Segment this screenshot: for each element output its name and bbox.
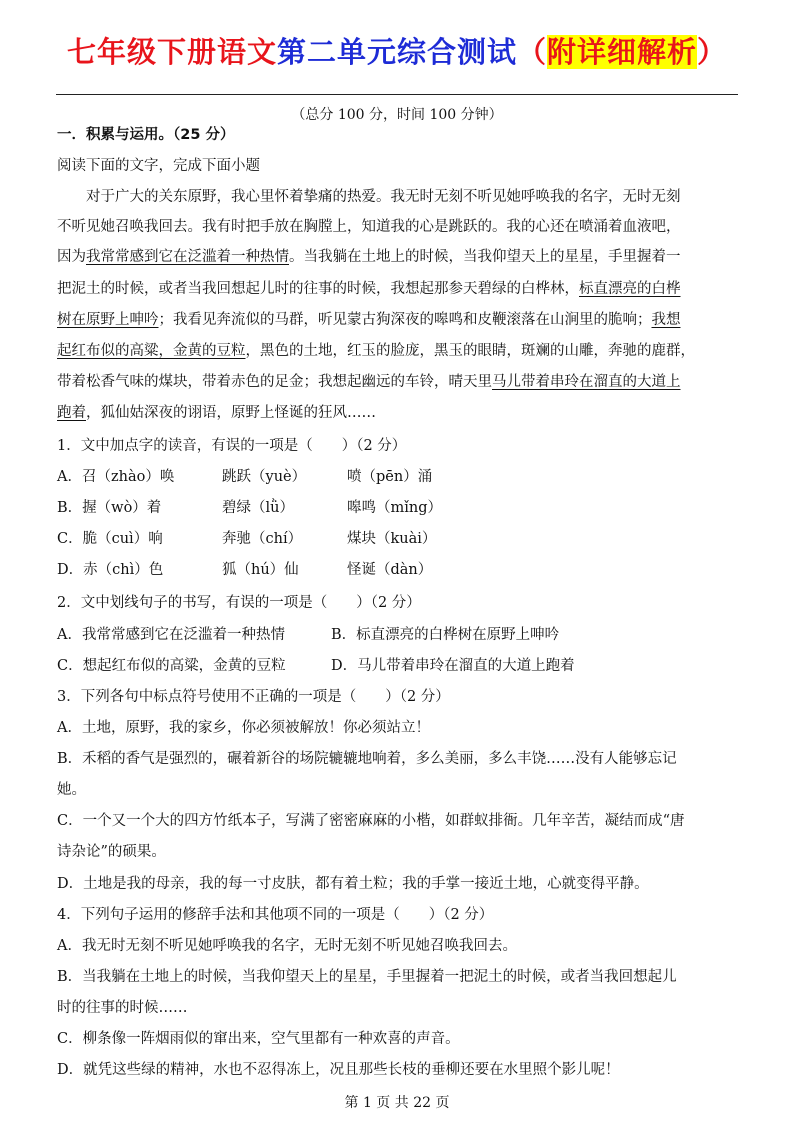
underlined-sentence-a: 我常常感到它在泛滥着一种热情 bbox=[86, 249, 289, 265]
passage-line-5 bbox=[57, 308, 681, 329]
title-divider bbox=[56, 94, 738, 95]
question-3-option-c: C．一个又一个大的四方竹纸本子，写满了密密麻麻的小楷，如群蚁排衙。几年辛苦，凝结而成“唐 bbox=[57, 813, 685, 829]
option-part: 狐（hú）仙 bbox=[222, 562, 299, 578]
title-open-paren: （ bbox=[516, 35, 547, 69]
question-3-option-d: D．土地是我的母亲，我的每一寸皮肤，都有着土粒；我的手掌一接近土地，心就变得平静。 bbox=[57, 876, 649, 892]
option-part: 喷（pēn）涌 bbox=[347, 469, 433, 485]
passage-text: 因为 bbox=[57, 249, 86, 265]
option-part: B．握（wò）着 bbox=[57, 500, 162, 516]
underlined-sentence-d: 马儿带着串玲在溜直的大道上 bbox=[492, 374, 681, 390]
underlined-sentence-d-cont: 跑着 bbox=[57, 405, 86, 421]
passage-text: 带着松香气味的煤块，带着赤色的足金；我想起幽远的车铃，晴天里 bbox=[57, 374, 492, 390]
question-1-option-a bbox=[57, 465, 432, 486]
option-part: B．标直漂亮的白桦树在原野上呻吟 bbox=[331, 627, 560, 643]
question-2-options-cd bbox=[57, 654, 575, 675]
question-1-stem: 1．文中加点字的读音，有误的一项是（ ）（2 分） bbox=[57, 438, 407, 454]
question-3-option-a: A．土地，原野，我的家乡，你必须被解放！你必须站立！ bbox=[57, 720, 430, 736]
question-2-options-ab bbox=[57, 623, 559, 644]
passage-line-7 bbox=[57, 370, 681, 391]
title-highlight: 附详细解析 bbox=[547, 35, 698, 69]
title-grade: 七年级下册语文 bbox=[66, 35, 277, 69]
option-part: C．想起红布似的高粱，金黄的豆粒 bbox=[57, 658, 286, 674]
underlined-sentence-b: 标直漂亮的白桦 bbox=[579, 281, 681, 297]
underlined-sentence-b-cont: 树在原野上呻吟 bbox=[57, 312, 159, 328]
question-4-option-c: C．柳条像一阵烟雨似的窜出来，空气里都有一种欢喜的声音。 bbox=[57, 1031, 460, 1047]
passage-line-1: 对于广大的关东原野，我心里怀着挚痛的热爱。我无时无刻不听见她呼唤我的名字，无时无刻 bbox=[57, 189, 681, 205]
section-heading: 一．积累与运用。（25 分） bbox=[57, 127, 235, 143]
title-close-paren: ） bbox=[697, 35, 728, 69]
passage-line-4 bbox=[57, 277, 681, 298]
subtitle: （总分 100 分，时间 100 分钟） bbox=[291, 107, 503, 123]
passage-line-6 bbox=[57, 339, 695, 360]
option-part: 跳跃（yuè） bbox=[222, 469, 307, 485]
passage-line-8 bbox=[57, 401, 376, 422]
question-1-option-d bbox=[57, 558, 432, 579]
passage-text: 。当我躺在土地上的时候，当我仰望天上的星星，手里握着一 bbox=[289, 249, 681, 265]
question-4-option-d: D．就凭这些绿的精神，水也不忍得冻上，况且那些长枝的垂柳还要在水里照个影儿呢！ bbox=[57, 1062, 620, 1078]
question-3-option-b-cont: 她。 bbox=[57, 782, 86, 798]
option-part: 怪诞（dàn） bbox=[347, 562, 433, 578]
option-part: 煤块（kuài） bbox=[347, 531, 437, 547]
option-part: A．召（zhào）唤 bbox=[57, 469, 175, 485]
question-4-stem: 4．下列句子运用的修辞手法和其他项不同的一项是（ ）（2 分） bbox=[57, 907, 494, 923]
title-unit: 第二单元综合测试 bbox=[276, 35, 517, 69]
passage-text: ，黑色的土地，红玉的脸庞，黑玉的眼睛，斑斓的山雕，奔驰的鹿群， bbox=[245, 343, 695, 359]
question-1-option-b bbox=[57, 496, 442, 517]
option-part: D．赤（chì）色 bbox=[57, 562, 164, 578]
passage-text: ；我看见奔流似的马群，听见蒙古狗深夜的嗥鸣和皮鞭滚落在山涧里的脆响； bbox=[158, 312, 652, 328]
passage-text: 把泥土的时候，或者当我回想起儿时的往事的时候，我想起那参天碧绿的白桦林， bbox=[57, 281, 579, 297]
question-3-option-b: B．禾稻的香气是强烈的，碾着新谷的场院辘辘地响着，多么美丽，多么丰饶……没有人能够忘记 bbox=[57, 751, 677, 767]
option-part: 碧绿（lǜ） bbox=[222, 500, 294, 516]
question-3-stem: 3．下列各句中标点符号使用不正确的一项是（ ）（2 分） bbox=[57, 689, 450, 705]
question-4-option-b-cont: 时的往事的时候…… bbox=[57, 1000, 188, 1016]
passage-line-2: 不听见她召唤我回去。我有时把手放在胸膛上，知道我的心是跳跃的。我的心还在喷涌着血液吧， bbox=[57, 219, 681, 235]
question-3-option-c-cont: 诗杂论”的硕果。 bbox=[57, 844, 166, 860]
passage-text: ，狐仙姑深夜的诩语，原野上怪诞的狂风…… bbox=[86, 405, 376, 421]
document-title bbox=[0, 30, 794, 71]
question-1-option-c bbox=[57, 527, 436, 548]
option-part: 奔驰（chí） bbox=[222, 531, 303, 547]
option-part: 嗥鸣（mǐng） bbox=[347, 500, 443, 516]
question-4-option-b: B．当我躺在土地上的时候，当我仰望天上的星星，手里握着一把泥土的时候，或者当我回想起儿 bbox=[57, 969, 677, 985]
option-part: D．马儿带着串玲在溜直的大道上跑着 bbox=[331, 658, 575, 674]
underlined-sentence-c-cont: 起红布似的高粱，金黄的豆粒 bbox=[57, 343, 246, 359]
question-4-option-a: A．我无时无刻不听见她呼唤我的名字，无时无刻不听见她召唤我回去。 bbox=[57, 938, 517, 954]
option-part: C．脆（cuì）响 bbox=[57, 531, 163, 547]
option-part: A．我常常感到它在泛滥着一种热情 bbox=[57, 627, 285, 643]
page-number: 第 1 页 共 22 页 bbox=[344, 1095, 450, 1111]
instruction: 阅读下面的文字，完成下面小题 bbox=[57, 158, 260, 174]
underlined-sentence-c: 我想 bbox=[651, 312, 681, 328]
question-2-stem: 2．文中划线句子的书写，有误的一项是（ ）（2 分） bbox=[57, 595, 421, 611]
passage-line-3 bbox=[57, 245, 681, 266]
